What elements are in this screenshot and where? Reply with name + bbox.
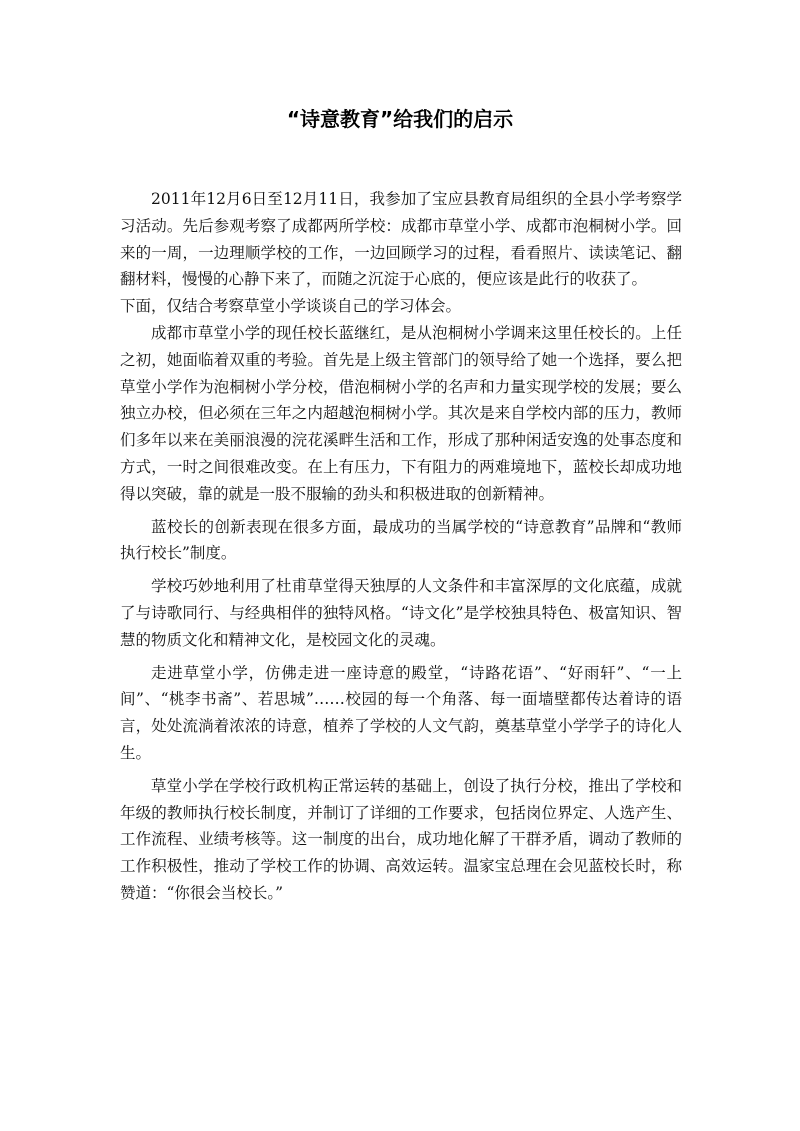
paragraph-poetry-culture: 学校巧妙地利用了杜甫草堂得天独厚的人文条件和丰富深厚的文化底蕴，成就了与诗歌同行、与经典相伴的独特风格。“诗文化”是学校独具特色、极富知识、智慧的物质文化和精神文化，是校园文化的灵魂。 (120, 577, 682, 649)
document-body (120, 186, 682, 907)
paragraph-lead-in: 下面，仅结合考察草堂小学谈谈自己的学习体会。 (120, 297, 462, 316)
paragraph-campus: 走进草堂小学，仿佛走进一座诗意的殿堂，“诗路花语”、“好雨轩”、“一上间”、“桃李书斋”、若思城”……校园的每一个角落、每一面墙壁都传达着诗的语言，处处流淌着浓浓的诗意，植养了学校的人文气韵，奠基草堂小学学子的诗化人生。 (120, 663, 682, 762)
paragraph-executive-principal: 草堂小学在学校行政机构正常运转的基础上，创设了执行分校，推出了学校和年级的教师执行校长制度，并制订了详细的工作要求，包括岗位界定、人选产生、工作流程、业绩考核等。这一制度的出台，成功地化解了干群矛盾，调动了教师的工作积极性，推动了学校工作的协调、高效运转。温家宝总理在会见蓝校长时，称赞道：“你很会当校长。” (120, 776, 682, 902)
paragraph-principal: 成都市草堂小学的现任校长蓝继红，是从泡桐树小学调来这里任校长的。上任之初，她面临着双重的考验。首先是上级主管部门的领导给了她一个选择，要么把草堂小学作为泡桐树小学分校，借泡桐树小学的名声和力量实现学校的发展；要么独立办校，但必须在三年之内超越泡桐树小学。其次是来自学校内部的压力，教师们多年以来在美丽浪漫的浣花溪畔生活和工作，形成了那种闲适安逸的处事态度和方式，一时之间很难改变。在上有压力，下有阻力的两难境地下，蓝校长却成功地得以突破，靠的就是一股不服输的劲头和积极进取的创新精神。 (120, 323, 682, 503)
document-title: “诗意教育”给我们的启示 (286, 107, 514, 131)
paragraph-innovation: 蓝校长的创新表现在很多方面，最成功的当属学校的“诗意教育”品牌和“教师执行校长”制度。 (120, 517, 682, 563)
paragraph-intro: 2011年12月6日至12月11日，我参加了宝应县教育局组织的全县小学考察学习活动。先后参观考察了成都两所学校：成都市草堂小学、成都市泡桐树小学。回来的一周，一边理顺学校的工作，一边回顾学习的过程，看看照片、读读笔记、翻翻材料，慢慢的心静下来了，而随之沉淀于心底的，便应该是此行的收获了。 (120, 190, 682, 289)
